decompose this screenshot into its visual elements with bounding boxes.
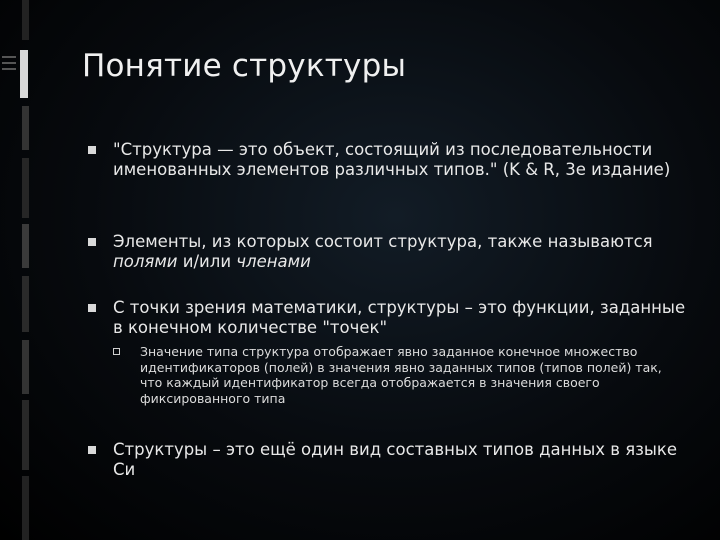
decor-bar [22,0,29,40]
decor-bar-highlight [20,50,28,98]
bullet-text: С точки зрения математики, структуры – это функции, заданные в конечном количестве "точек" [113,298,686,337]
emphasis-term: членами [236,251,311,271]
square-bullet-icon [88,146,96,154]
bullet-text: "Структура — это объект, состоящий из последовательности именованных элементов различных типов." (K & R, 3е издание) [113,140,671,179]
decor-line [2,62,16,64]
bullet-text-part: Элементы, из которых состоит структура, также называются [113,232,653,251]
decor-bar [22,276,29,332]
bullet-text: Структуры – это ещё один вид составных типов данных в языке Си [113,440,678,479]
hollow-square-bullet-icon [113,348,120,355]
decor-bar [22,224,29,268]
sub-bullet-text: Значение типа структура отображает явно заданное конечное множество идентификаторов (полей) в значения явно заданных типов (типов полей) так, что каждый идентификатор всегда отображается в значения своего фиксированного типа [140,344,662,406]
emphasis-term: полями [113,251,178,271]
decorative-sidebar [0,0,40,540]
decor-line [2,68,16,70]
decor-line [2,56,16,58]
decor-bar [22,158,29,218]
square-bullet-icon [88,238,96,246]
bullet-text-part: и/или [177,251,237,271]
square-bullet-icon [88,304,96,312]
decor-bar [22,400,29,470]
decor-bar [22,340,29,394]
decor-bar [22,476,29,540]
bullet-text [113,232,688,271]
decor-bar [22,106,29,150]
square-bullet-icon [88,446,96,454]
slide-title: Понятие структуры [82,48,407,84]
